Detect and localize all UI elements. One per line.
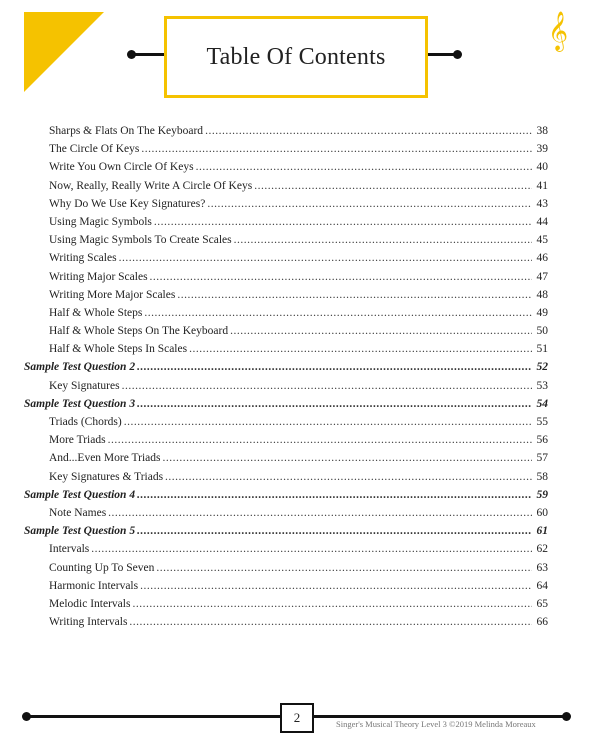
toc-entry-row <box>24 216 548 234</box>
toc-page-number: 64 <box>536 579 548 592</box>
table-of-contents <box>24 125 548 634</box>
toc-entry-label: Harmonic Intervals <box>49 579 139 592</box>
toc-dot-leader <box>137 525 532 537</box>
toc-page-number: 56 <box>536 434 548 447</box>
toc-dot-leader <box>132 598 532 610</box>
toc-entry-label: Now, Really, Really Write A Circle Of Keys <box>49 179 253 192</box>
toc-entry-row <box>24 507 548 525</box>
toc-dot-leader <box>230 325 532 337</box>
toc-entry-label: Melodic Intervals <box>49 597 131 610</box>
title-rule-left-dot <box>127 50 136 59</box>
toc-entry-row <box>24 307 548 325</box>
toc-entry-row <box>24 416 548 434</box>
toc-section-row <box>24 361 548 379</box>
toc-entry-label: Writing Intervals <box>49 616 128 629</box>
toc-dot-leader <box>196 161 532 173</box>
treble-clef-icon: 𝄞 <box>548 11 569 51</box>
toc-page-number: 52 <box>536 361 548 374</box>
toc-entry-row <box>24 543 548 561</box>
toc-entry-label: Intervals <box>49 543 90 556</box>
toc-page-number: 57 <box>536 452 548 465</box>
toc-dot-leader <box>144 307 532 319</box>
toc-page-number: 48 <box>536 288 548 301</box>
toc-page-number: 60 <box>536 506 548 519</box>
toc-page-number: 47 <box>536 270 548 283</box>
toc-entry-row <box>24 289 548 307</box>
toc-dot-leader <box>108 507 532 519</box>
toc-section-row <box>24 398 548 416</box>
toc-dot-leader <box>150 271 532 283</box>
toc-page-number: 55 <box>536 416 548 428</box>
toc-entry-row <box>24 180 548 198</box>
footer-rule-left-dot <box>22 712 31 721</box>
toc-dot-leader <box>108 434 532 446</box>
toc-entry-label: Half & Whole Steps On The Keyboard <box>49 325 229 338</box>
toc-page-number: 45 <box>536 234 548 247</box>
toc-page-number: 51 <box>536 343 548 356</box>
toc-entry-row <box>24 343 548 361</box>
toc-page-number: 46 <box>536 252 548 265</box>
toc-dot-leader <box>137 398 532 410</box>
toc-entry-row <box>24 580 548 598</box>
toc-dot-leader <box>207 198 532 210</box>
toc-dot-leader <box>154 216 532 228</box>
toc-entry-row <box>24 234 548 252</box>
toc-page-number: 66 <box>536 616 548 629</box>
toc-entry-label: Sample Test Question 5 <box>24 525 136 538</box>
toc-entry-label: More Triads <box>49 434 106 447</box>
toc-page-number: 63 <box>536 561 548 574</box>
toc-entry-label: Note Names <box>49 506 107 519</box>
toc-entry-row <box>24 271 548 289</box>
toc-entry-row <box>24 325 548 343</box>
toc-entry-label: Key Signatures & Triads <box>49 470 164 483</box>
toc-page-number: 61 <box>536 525 548 538</box>
toc-entry-label: Counting Up To Seven <box>49 561 155 574</box>
toc-dot-leader <box>234 234 532 246</box>
toc-entry-label: Sharps & Flats On The Keyboard <box>49 125 204 137</box>
toc-entry-row <box>24 434 548 452</box>
toc-entry-label: Half & Whole Steps In Scales <box>49 343 188 356</box>
toc-dot-leader <box>122 380 532 392</box>
corner-triangle-decoration <box>24 12 104 92</box>
toc-section-row <box>24 489 548 507</box>
toc-dot-leader <box>163 452 533 464</box>
toc-page-number: 49 <box>536 306 548 319</box>
toc-entry-label: Writing Scales <box>49 252 117 265</box>
toc-dot-leader <box>165 471 532 483</box>
toc-dot-leader <box>140 580 532 592</box>
toc-dot-leader <box>156 562 532 574</box>
toc-entry-row <box>24 125 548 143</box>
title-box <box>164 16 428 98</box>
page-number: 2 <box>293 710 301 725</box>
toc-entry-row <box>24 161 548 179</box>
toc-page-number: 53 <box>536 379 548 392</box>
page-title: Table Of Contents <box>206 43 386 70</box>
toc-page-number: 43 <box>536 197 548 210</box>
toc-dot-leader <box>137 489 532 501</box>
toc-entry-label: Sample Test Question 2 <box>24 361 136 374</box>
toc-entry-label: The Circle Of Keys <box>49 143 140 156</box>
page-number-box <box>280 703 314 733</box>
toc-page-number: 38 <box>536 125 548 137</box>
toc-entry-label: Using Magic Symbols <box>49 215 152 228</box>
toc-dot-leader <box>119 252 532 264</box>
toc-entry-label: Writing More Major Scales <box>49 288 176 301</box>
toc-dot-leader <box>205 125 532 137</box>
toc-dot-leader <box>254 180 532 192</box>
footer-credit: Singer's Musical Theory Level 3 ©2019 Melinda Moreaux <box>336 719 536 729</box>
toc-dot-leader <box>189 343 532 355</box>
toc-dot-leader <box>124 416 532 428</box>
toc-page-number: 50 <box>536 325 548 338</box>
toc-entry-row <box>24 252 548 270</box>
toc-page-number: 41 <box>536 179 548 192</box>
toc-page-number: 59 <box>536 488 548 501</box>
footer-rule-right-dot <box>562 712 571 721</box>
toc-entry-label: And...Even More Triads <box>49 452 161 465</box>
toc-entry-row <box>24 143 548 161</box>
toc-page-number: 58 <box>536 470 548 483</box>
toc-page-number: 62 <box>536 543 548 556</box>
title-rule-left <box>132 53 166 56</box>
toc-dot-leader <box>137 361 532 373</box>
toc-dot-leader <box>91 543 532 555</box>
toc-entry-row <box>24 616 548 634</box>
toc-section-row <box>24 525 548 543</box>
toc-dot-leader <box>141 143 532 155</box>
toc-page-number: 44 <box>536 215 548 228</box>
toc-entry-label: Write You Own Circle Of Keys <box>49 161 194 174</box>
toc-dot-leader <box>129 616 532 628</box>
toc-entry-label: Writing Major Scales <box>49 270 148 283</box>
toc-entry-row <box>24 198 548 216</box>
toc-page-number: 54 <box>536 397 548 410</box>
toc-entry-label: Sample Test Question 3 <box>24 397 136 410</box>
toc-entry-label: Half & Whole Steps <box>49 306 143 319</box>
toc-dot-leader <box>177 289 532 301</box>
toc-entry-label: Why Do We Use Key Signatures? <box>49 197 206 210</box>
toc-entry-label: Sample Test Question 4 <box>24 488 136 501</box>
toc-entry-label: Using Magic Symbols To Create Scales <box>49 234 232 247</box>
toc-entry-row <box>24 380 548 398</box>
toc-page-number: 65 <box>536 597 548 610</box>
toc-entry-label: Triads (Chords) <box>49 416 122 428</box>
toc-page-number: 40 <box>536 161 548 174</box>
toc-page-number: 39 <box>536 143 548 156</box>
toc-entry-row <box>24 452 548 470</box>
toc-entry-label: Key Signatures <box>49 379 120 392</box>
toc-entry-row <box>24 471 548 489</box>
toc-entry-row <box>24 598 548 616</box>
toc-entry-row <box>24 562 548 580</box>
title-rule-right-dot <box>453 50 462 59</box>
